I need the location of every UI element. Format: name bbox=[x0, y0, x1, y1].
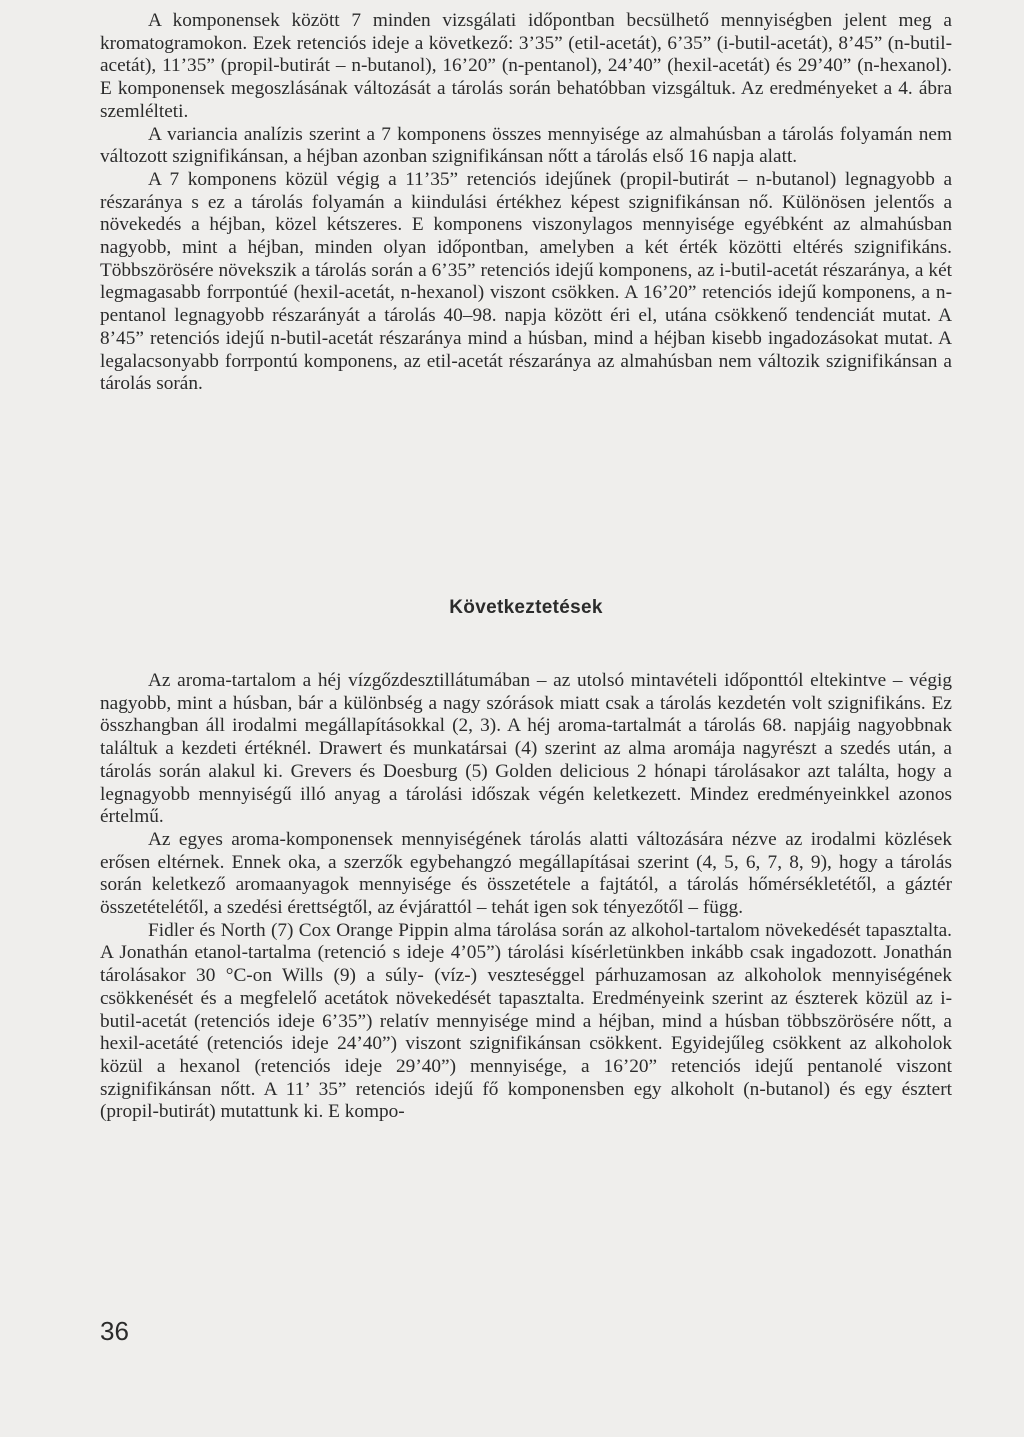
section-heading: Következtetések bbox=[449, 597, 603, 618]
section-results bbox=[100, 10, 952, 396]
page-number: 36 bbox=[100, 1316, 129, 1346]
paragraph: A komponensek között 7 minden vizsgálati időpontban becsülhető mennyiségben jelent meg a kromatogramokon. Ezek retenciós ideje a következő: 3’35” (etil-acetát), 6’35” (i-butil-acetát), 8’45” (n-butil-acetát), 11’35” (propil-butirát – n-butanol), 16’20” (n-pentanol), 24’40” (hexil-acetát) és 29’40” (n-hexanol). E komponensek megoszlásának változását a tárolás során behatóbban vizsgáltuk. Az eredményeket a 4. ábra szemlélteti. bbox=[100, 10, 952, 122]
paragraph: A 7 komponens közül végig a 11’35” retenciós idejűnek (propil-butirát – n-butanol) legnagyobb a részaránya s ez a tárolás folyamán a kiindulási értékhez képest szignifikánsan nő. Különösen jelentős a növekedés a héjban, közel kétszeres. E komponens viszonylagos mennyisége egyébként az almahúsban nagyobb, mint a héjban, minden olyan időpontban, amelyben a két érték közötti eltérés szignifikáns. Többszörösére növekszik a tárolás során a 6’35” retenciós idejű komponens, az i-butil-acetát részaránya, a két legmagasabb forrpontúé (hexil-acetát, n-hexanol) viszont csökken. A 16’20” retenciós idejű komponens, a n-pentanol legnagyobb részarányát a tárolás 40–98. napja között éri el, utána csökkenő tendenciát mutat. A 8’45” retenciós idejű n-butil-acetát részaránya mind a húsban, mind a héjban kisebb ingadozásokat mutat. A legalacsonyabb forrpontú komponens, az etil-acetát részaránya az almahúsban nem változik szignifikánsan a tárolás során. bbox=[100, 168, 952, 395]
paragraph: Az egyes aroma-komponensek mennyiségének tárolás alatti változására nézve az irodalmi közlések erősen eltérnek. Ennek oka, a szerzők egybehangzó megállapításai szerint (4, 5, 6, 7, 8, 9), hogy a tárolás során keletkező aromaanyagok mennyisége és összetétele a fajtától, a tárolás hőmérsékletétől, a gáztér összetételétől, a szedési érettségtől, az évjárattól – tehát igen sok tényezőtől – függ. bbox=[100, 828, 952, 919]
paragraph: A variancia analízis szerint a 7 komponens összes mennyisége az almahúsban a tárolás folyamán nem változott szignifikánsan, a héjban azonban szignifikánsan nőtt a tárolás első 16 napja alatt. bbox=[100, 123, 952, 168]
paragraph: Az aroma-tartalom a héj vízgőzdesztillátumában – az utolsó mintavételi időponttól eltekintve – végig nagyobb, mint a húsban, bár a különbség a nagy szórások miatt csak a tárolás kezdetén volt szignifikáns. Ez összhangban áll irodalmi megállapításokkal (2, 3). A héj aroma-tartalmát a tárolás 68. napjáig nagyobbnak találtuk a kezdeti értéknél. Drawert és munkatársai (4) szerint az alma aromája nagyrészt a szedés után, a tárolás során alakul ki. Grevers és Doesburg (5) Golden delicious 2 hónapi tárolásakor azt találta, hogy a legnagyobb mennyiségű illó anyag a tárolási időszak végén keletkezett. Mindez eredményeinkkel azonos értelmű. bbox=[100, 670, 952, 828]
paragraph: Fidler és North (7) Cox Orange Pippin alma tárolása során az alkohol-tartalom növekedését tapasztalta. A Jonathán etanol-tartalma (retenció s ideje 4’05”) tárolási kísérletünkben inkább csak ingadozott. Jonathán tárolásakor 30 °C-on Wills (9) a súly- (víz-) veszteséggel párhuzamosan az alkoholok mennyiségének csökkenését és a megfelelő acetátok növekedését tapasztalta. Eredményeink szerint az észterek közül az i-butil-acetát (retenciós ideje 6’35”) relatív mennyisége mind a héjban, mind a húsban többszörösére nőtt, a hexil-acetáté (retenciós ideje 24’40”) viszont szignifikánsan csökkent. Egyidejűleg csökkent az alkoholok közül a hexanol (retenciós ideje 29’40”) mennyisége, a 16’20” retenciós idejű pentanolé viszont szignifikánsan nőtt. A 11’ 35” retenciós idejű fő komponensben egy alkoholt (n-butanol) és egy észtert (propil-butirát) mutattunk ki. E kompo- bbox=[100, 919, 952, 1123]
section-conclusions bbox=[100, 670, 952, 1124]
